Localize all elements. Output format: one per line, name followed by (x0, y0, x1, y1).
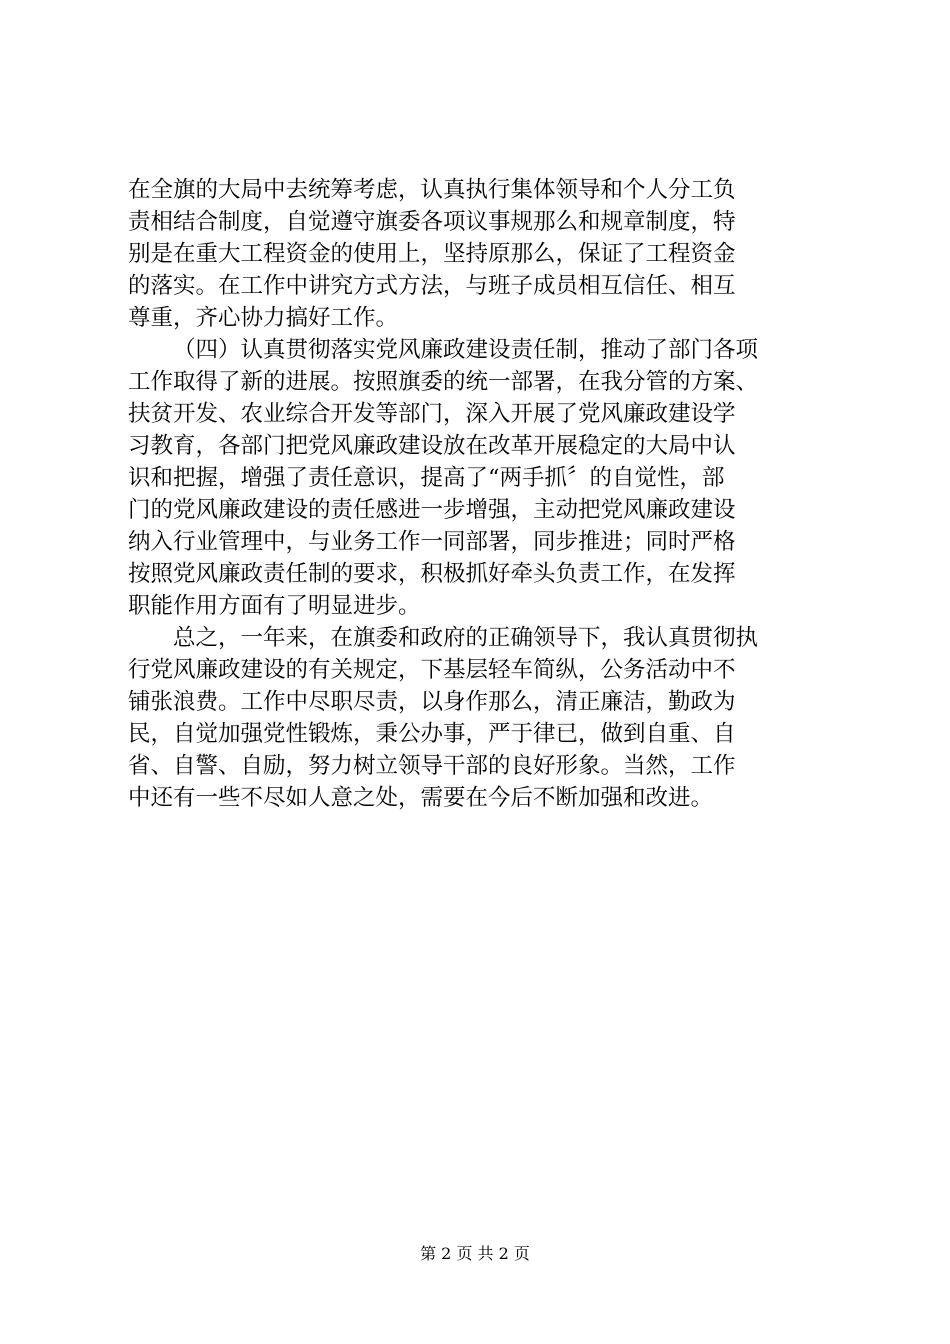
text-line: 总之，一年来，在旗委和政府的正确领导下，我认真贯彻执 (173, 625, 759, 651)
text-line: 中还有一些不尽如人意之处，需要在今后不断加强和改进。 (128, 785, 714, 811)
text-line: 民，自觉加强党性锻炼，秉公办事，严于律已，做到自重、自 (128, 721, 736, 747)
text-line: （四）认真贯彻落实党风廉政建设责任制，推动了部门各项 (173, 337, 759, 363)
text-line: 门的党风廉政建设的责任感进一步增强，主动把党风廉政建设 (128, 497, 736, 523)
text-line: 扶贫开发、农业综合开发等部门，深入开展了党风廉政建设学 (128, 401, 736, 427)
text-line: 尊重，齐心协力搞好工作。 (128, 305, 399, 331)
text-line: 工作取得了新的进展。按照旗委的统一部署，在我分管的方案、 (128, 369, 759, 395)
text-line: 职能作用方面有了明显进步。 (128, 593, 421, 619)
text-line: 省、自警、自励，努力树立领导干部的良好形象。当然，工作 (128, 753, 736, 779)
text-line: 按照党风廉政责任制的要求，积极抓好牵头负责工作，在发挥 (128, 561, 736, 587)
text-line: 的落实。在工作中讲究方式方法，与班子成员相互信任、相互 (128, 273, 736, 299)
text-line: 别是在重大工程资金的使用上，坚持原那么，保证了工程资金 (128, 241, 736, 267)
text-line: 责相结合制度，自觉遵守旗委各项议事规那么和规章制度，特 (128, 209, 736, 235)
document-body (128, 174, 828, 814)
text-line: 在全旗的大局中去统筹考虑，认真执行集体领导和个人分工负 (128, 177, 736, 203)
page-footer: 第 2 页 共 2 页 (420, 1244, 530, 1263)
text-line: 行党风廉政建设的有关规定，下基层轻车简纵，公务活动中不 (128, 657, 736, 683)
text-line: 习教育，各部门把党风廉政建设放在改革开展稳定的大局中认 (128, 433, 736, 459)
text-line: 纳入行业管理中，与业务工作一同部署，同步推进；同时严格 (128, 529, 736, 555)
text-line: 识和把握，增强了责任意识，提高了“两手抓〞的自觉性，部 (128, 465, 725, 491)
text-line: 铺张浪费。工作中尽职尽责，以身作那么，清正廉洁，勤政为 (128, 689, 736, 715)
